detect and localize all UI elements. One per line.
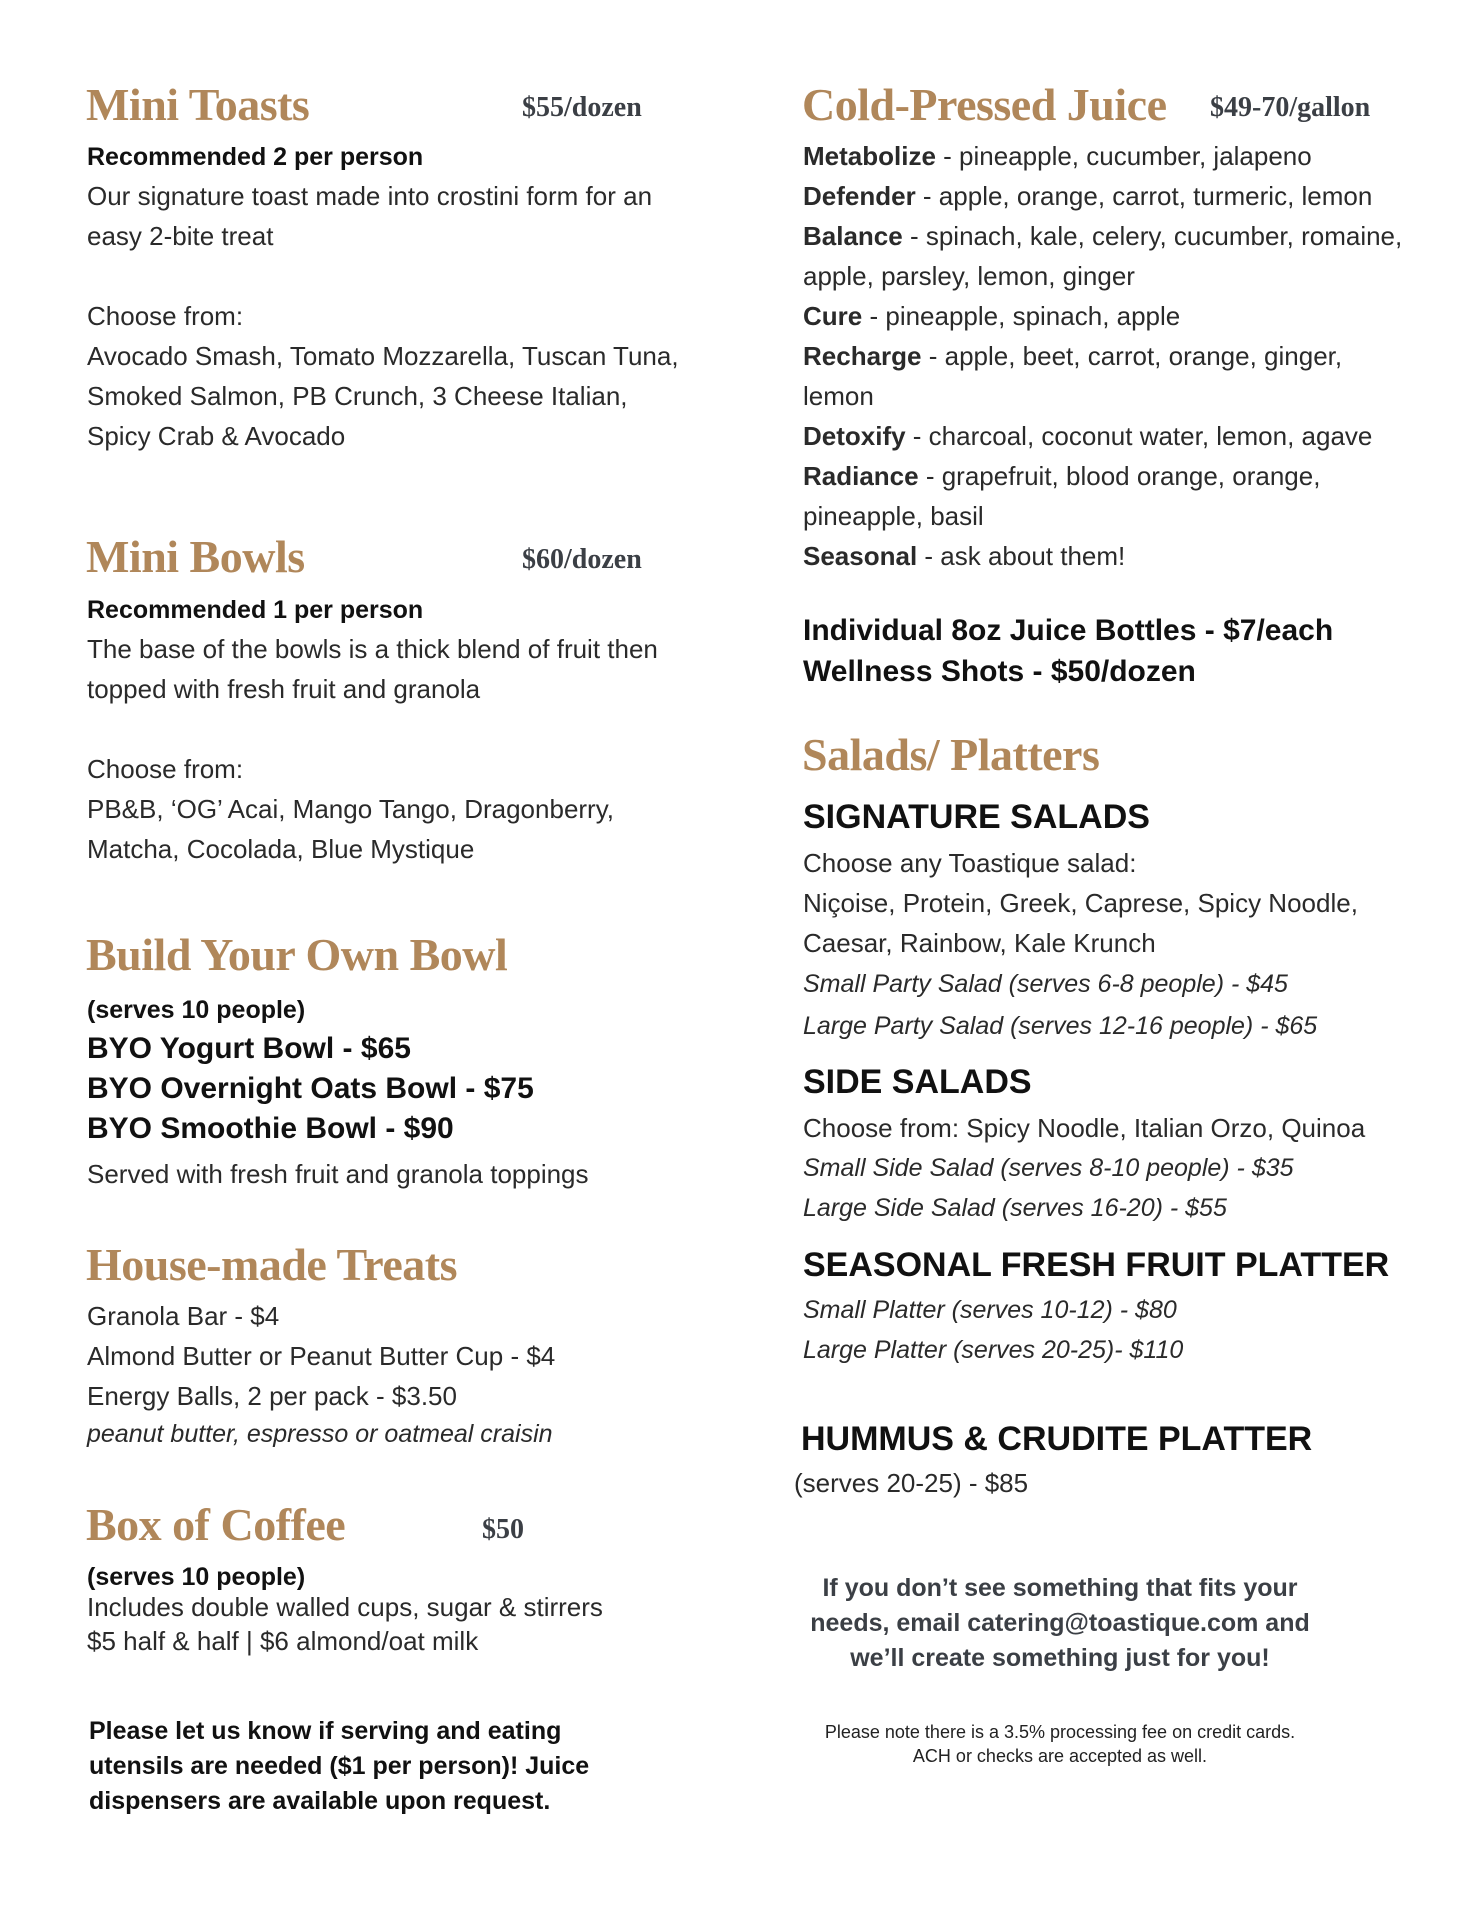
custom-order-line: If you don’t see something that fits your	[822, 1574, 1298, 1602]
mini-toasts-recommended: Recommended 2 per person	[87, 143, 424, 171]
juice-ingredients: - grapefruit, blood orange, orange,	[918, 461, 1321, 491]
large-platter: Large Platter (serves 20-25)- $110	[803, 1336, 1184, 1364]
juice-ingredients: apple, parsley, lemon, ginger	[803, 261, 1135, 291]
mini-toasts-description-line: easy 2-bite treat	[87, 221, 274, 251]
treats-items	[87, 1296, 555, 1416]
wellness-shots-price: Wellness Shots - $50/dozen	[803, 655, 1196, 688]
juice-item	[803, 136, 1402, 176]
utensils-note	[89, 1714, 589, 1819]
juice-item	[803, 456, 1402, 496]
signature-salads-sizes	[803, 963, 1317, 1047]
juice-item-continued	[803, 376, 1402, 416]
juice-ingredients: - spinach, kale, celery, cucumber, romaine,	[902, 221, 1403, 251]
options-line: Spicy Crab & Avocado	[87, 421, 346, 451]
hummus-platter-price: (serves 20-25) - $85	[794, 1468, 1029, 1498]
mini-bowls-options	[87, 749, 614, 869]
juice-name: Defender	[803, 181, 916, 211]
juice-ingredients: pineapple, basil	[803, 501, 984, 531]
small-platter: Small Platter (serves 10-12) - $80	[803, 1296, 1177, 1324]
options-line: Smoked Salmon, PB Crunch, 3 Cheese Italian,	[87, 381, 628, 411]
options-line: Matcha, Cocolada, Blue Mystique	[87, 834, 475, 864]
coffee-includes: Includes double walled cups, sugar & stirrers	[87, 1592, 603, 1622]
byo-bowl-serves: (serves 10 people)	[87, 996, 306, 1024]
fruit-platter-heading: SEASONAL FRESH FRUIT PLATTER	[803, 1246, 1390, 1284]
juice-list	[803, 136, 1402, 576]
utensils-note-line: dispensers are available upon request.	[89, 1787, 551, 1815]
treats-flavors: peanut butter, espresso or oatmeal craisin	[87, 1420, 553, 1448]
processing-fee-line: Please note there is a 3.5% processing fee on credit cards.	[824, 1722, 1296, 1742]
side-salads-sizes	[803, 1148, 1294, 1228]
treats-title: House-made Treats	[86, 1239, 457, 1290]
juice-ingredients: - pineapple, cucumber, jalapeno	[935, 141, 1312, 171]
juice-title: Cold-Pressed Juice	[802, 79, 1167, 130]
coffee-price: $50	[482, 1514, 524, 1545]
juice-item	[803, 176, 1402, 216]
choose-label: Choose from:	[87, 754, 244, 784]
mini-bowls-price: $60/dozen	[522, 544, 642, 575]
custom-order-note	[770, 1571, 1350, 1676]
juice-name: Recharge	[803, 341, 922, 371]
mini-bowls-description-line: The base of the bowls is a thick blend of fruit then	[87, 634, 658, 664]
treat-item: Almond Butter or Peanut Butter Cup - $4	[87, 1341, 556, 1371]
juice-bottles-price: Individual 8oz Juice Bottles - $7/each	[803, 614, 1334, 647]
juice-ingredients: - apple, beet, carrot, orange, ginger,	[921, 341, 1343, 371]
side-salads-choose: Choose from: Spicy Noodle, Italian Orzo, Quinoa	[803, 1113, 1366, 1143]
mini-toasts-options	[87, 296, 679, 456]
mini-toasts-description	[87, 176, 652, 256]
mini-toasts-price: $55/dozen	[522, 92, 642, 123]
juice-name: Balance	[803, 221, 903, 251]
options-line: PB&B, ‘OG’ Acai, Mango Tango, Dragonberry,	[87, 794, 615, 824]
juice-ingredients: - charcoal, coconut water, lemon, agave	[905, 421, 1373, 451]
coffee-title: Box of Coffee	[86, 1499, 346, 1550]
large-side-salad: Large Side Salad (serves 16-20) - $55	[803, 1194, 1227, 1222]
juice-ingredients: - apple, orange, carrot, turmeric, lemon	[915, 181, 1373, 211]
coffee-milk-options: $5 half & half | $6 almond/oat milk	[87, 1626, 479, 1656]
options-line: Niçoise, Protein, Greek, Caprese, Spicy Noodle,	[803, 888, 1358, 918]
juice-item	[803, 336, 1402, 376]
juice-item	[803, 416, 1402, 456]
mini-bowls-description-line: topped with fresh fruit and granola	[87, 674, 481, 704]
treat-item: Granola Bar - $4	[87, 1301, 280, 1331]
options-line: Caesar, Rainbow, Kale Krunch	[803, 928, 1156, 958]
juice-name: Seasonal	[803, 541, 918, 571]
byo-item: BYO Yogurt Bowl - $65	[87, 1032, 411, 1065]
juice-ingredients: - pineapple, spinach, apple	[862, 301, 1181, 331]
juice-name: Detoxify	[803, 421, 906, 451]
hummus-platter-heading: HUMMUS & CRUDITE PLATTER	[801, 1420, 1313, 1458]
salads-title: Salads/ Platters	[802, 729, 1100, 780]
byo-bowl-note: Served with fresh fruit and granola toppings	[87, 1159, 589, 1189]
large-party-salad: Large Party Salad (serves 12-16 people) - $65	[803, 1012, 1318, 1040]
coffee-details	[87, 1590, 603, 1658]
processing-fee-line: ACH or checks are accepted as well.	[912, 1746, 1208, 1766]
choose-label: Choose from:	[87, 301, 244, 331]
treat-item: Energy Balls, 2 per pack - $3.50	[87, 1381, 457, 1411]
byo-item: BYO Smoothie Bowl - $90	[87, 1112, 454, 1145]
mini-toasts-title: Mini Toasts	[86, 79, 310, 130]
utensils-note-line: utensils are needed ($1 per person)! Juice	[89, 1752, 590, 1780]
juice-item-continued	[803, 496, 1402, 536]
juice-item-continued	[803, 256, 1402, 296]
juice-extras	[803, 610, 1333, 692]
juice-item	[803, 216, 1402, 256]
juice-item	[803, 296, 1402, 336]
mini-bowls-title: Mini Bowls	[86, 531, 305, 582]
mini-bowls-recommended: Recommended 1 per person	[87, 596, 424, 624]
juice-ingredients: - ask about them!	[917, 541, 1126, 571]
fruit-platter-sizes	[803, 1290, 1183, 1370]
byo-bowl-items	[87, 1029, 534, 1149]
custom-order-line: needs, email catering@toastique.com and	[810, 1609, 1310, 1637]
signature-salads-body	[803, 843, 1358, 963]
mini-toasts-description-line: Our signature toast made into crostini form for an	[87, 181, 653, 211]
mini-bowls-description	[87, 629, 658, 709]
juice-ingredients: lemon	[803, 381, 874, 411]
juice-name: Cure	[803, 301, 863, 331]
coffee-serves: (serves 10 people)	[87, 1563, 306, 1591]
byo-item: BYO Overnight Oats Bowl - $75	[87, 1072, 534, 1105]
juice-name: Metabolize	[803, 141, 936, 171]
options-line: Avocado Smash, Tomato Mozzarella, Tuscan Tuna,	[87, 341, 679, 371]
small-side-salad: Small Side Salad (serves 8-10 people) - $35	[803, 1154, 1294, 1182]
signature-salads-heading: SIGNATURE SALADS	[803, 798, 1150, 836]
small-party-salad: Small Party Salad (serves 6-8 people) - $45	[803, 970, 1288, 998]
custom-order-line: we’ll create something just for you!	[850, 1644, 1270, 1672]
byo-bowl-title: Build Your Own Bowl	[86, 929, 508, 980]
processing-fee-note	[770, 1720, 1350, 1768]
juice-item	[803, 536, 1402, 576]
juice-price: $49-70/gallon	[1210, 92, 1371, 123]
side-salads-heading: SIDE SALADS	[803, 1063, 1032, 1101]
juice-name: Radiance	[803, 461, 919, 491]
choose-label: Choose any Toastique salad:	[803, 848, 1137, 878]
utensils-note-line: Please let us know if serving and eating	[89, 1717, 562, 1745]
